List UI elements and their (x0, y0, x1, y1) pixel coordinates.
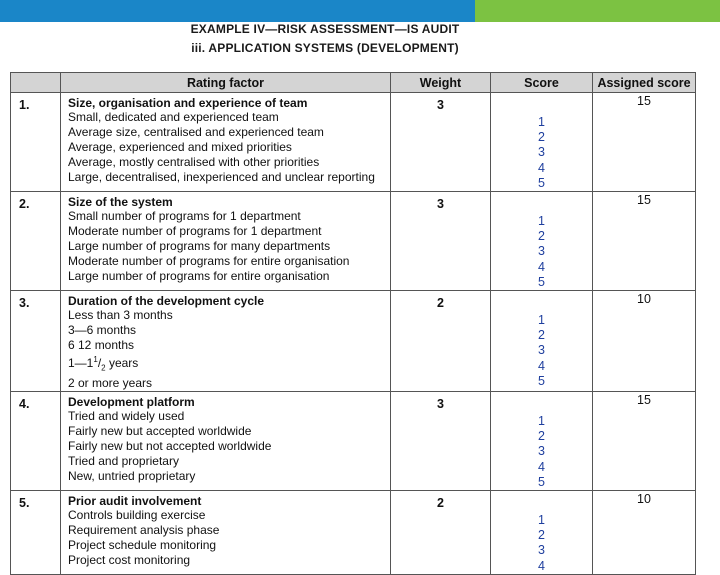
factor-option: Requirement analysis phase (68, 522, 220, 537)
table-row (11, 192, 696, 291)
rating-factor-cell (61, 391, 391, 490)
assigned-score-value: 10 (593, 490, 696, 574)
score-value: 1 (538, 214, 545, 229)
weight-value: 3 (391, 391, 491, 490)
score-cell (491, 192, 593, 291)
score-value: 3 (538, 444, 545, 459)
factor-option: Average, experienced and mixed priorities (68, 139, 292, 154)
score-value: 3 (538, 145, 545, 160)
row-number: 3. (11, 291, 61, 392)
factor-option-fraction: $1—1^1/_2$ years (68, 354, 139, 373)
factor-option: Large number of programs for many departments (68, 238, 331, 253)
score-value: 2 (538, 130, 545, 145)
factor-title: Duration of the development cycle (68, 294, 265, 309)
factor-option: Project schedule monitoring (68, 537, 217, 552)
score-value: 3 (538, 343, 545, 358)
assigned-score-value: 15 (593, 93, 696, 192)
header-number (11, 73, 61, 93)
factor-option: Controls building exercise (68, 507, 206, 522)
factor-option: Average size, centralised and experienced team (68, 124, 324, 139)
table-row (11, 291, 696, 392)
fraction-whole: 1—1 (68, 355, 94, 370)
factor-option: Small, dedicated and experienced team (68, 110, 279, 124)
score-value: 4 (538, 558, 545, 573)
factor-option: Moderate number of programs for entire organisation (68, 253, 350, 268)
factor-option: 3—6 months (68, 322, 137, 337)
row-number: 1. (11, 93, 61, 192)
header-rating-factor: Rating factor (61, 73, 391, 93)
row-number: 2. (11, 192, 61, 291)
score-cell (491, 490, 593, 574)
score-value: 1 (538, 115, 545, 129)
weight-value: 2 (391, 490, 491, 574)
factor-option: Large, decentralised, inexperienced and unclear reporting (68, 169, 375, 184)
rating-factor-cell (61, 93, 391, 192)
header-band-blue (0, 0, 475, 22)
fraction-unit: years (105, 355, 139, 370)
score-value: 4 (538, 259, 545, 274)
score-value: 1 (538, 413, 545, 428)
document-title: EXAMPLE IV—RISK ASSESSMENT—IS AUDIT (190, 22, 460, 36)
table-row (11, 490, 696, 574)
factor-option: 6 12 months (68, 337, 135, 352)
score-value: 5 (538, 474, 545, 489)
factor-option: Project cost monitoring (68, 552, 191, 567)
weight-value: 2 (391, 291, 491, 392)
score-cell (491, 93, 593, 192)
score-value: 5 (538, 373, 545, 388)
assigned-score-value: 10 (593, 291, 696, 392)
table-header-row (11, 73, 696, 93)
score-cell (491, 291, 593, 392)
factor-title: Prior audit involvement (68, 493, 202, 508)
score-value: 1 (538, 313, 545, 328)
score-value: 5 (538, 274, 545, 289)
score-value: 4 (538, 459, 545, 474)
factor-title: Size of the system (68, 195, 173, 210)
weight-value: 3 (391, 192, 491, 291)
factor-option: Fairly new but accepted worldwide (68, 423, 252, 438)
assigned-score-value: 15 (593, 192, 696, 291)
risk-assessment-table (10, 72, 696, 575)
score-value: 4 (538, 160, 545, 175)
factor-option: Average, mostly centralised with other priorities (68, 154, 320, 169)
factor-option: Tried and proprietary (68, 453, 179, 468)
score-value: 3 (538, 543, 545, 558)
header-band-green (475, 0, 720, 22)
factor-option: New, untried proprietary (68, 468, 196, 483)
row-number: 5. (11, 490, 61, 574)
score-value: 1 (538, 512, 545, 527)
rating-factor-cell (61, 192, 391, 291)
table-row (11, 93, 696, 192)
table-row (11, 391, 696, 490)
header-assigned-score: Assigned score (593, 73, 696, 93)
rating-factor-cell (61, 490, 391, 574)
score-value: 2 (538, 229, 545, 244)
assigned-score-value: 15 (593, 391, 696, 490)
score-value: 2 (538, 328, 545, 343)
factor-option: Moderate number of programs for 1 department (68, 223, 322, 238)
factor-option: Tried and widely used (68, 408, 185, 423)
fraction-denominator: 2 (101, 363, 106, 373)
document-subtitle: iii. APPLICATION SYSTEMS (DEVELOPMENT) (191, 41, 459, 55)
score-cell (491, 391, 593, 490)
score-value: 2 (538, 429, 545, 444)
score-value: 3 (538, 244, 545, 259)
row-number: 4. (11, 391, 61, 490)
weight-value: 3 (391, 93, 491, 192)
score-value: 2 (538, 528, 545, 543)
score-value: 5 (538, 175, 545, 190)
factor-option: 2 or more years (68, 376, 153, 391)
fraction-numerator: 1 (93, 354, 98, 364)
rating-factor-cell (61, 291, 391, 392)
score-value: 4 (538, 358, 545, 373)
factor-option: Small number of programs for 1 department (68, 209, 301, 224)
header-weight: Weight (391, 73, 491, 93)
factor-title: Development platform (68, 394, 195, 409)
factor-option: Fairly new but not accepted worldwide (68, 438, 272, 453)
factor-title: Size, organisation and experience of team (68, 96, 308, 110)
factor-option: Large number of programs for entire organisation (68, 268, 330, 283)
header-score: Score (491, 73, 593, 93)
factor-option: Less than 3 months (68, 308, 173, 323)
